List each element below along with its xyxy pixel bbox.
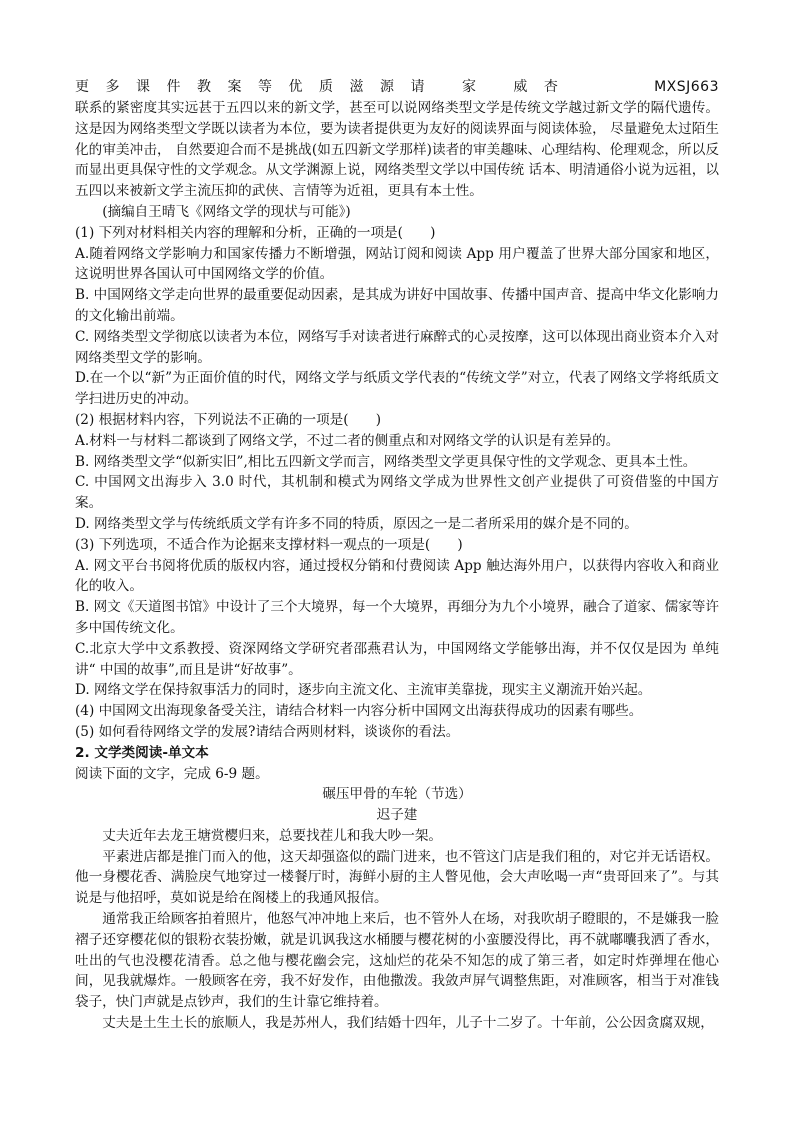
question-1	[75, 223, 719, 410]
question-5: (5) 如何看待网络文学的发展?请结合两则材料，谈谈你的看法。	[75, 723, 460, 740]
option-c: C. 中国网文出海步入 3.0 时代，其机制和模式为网络文学成为世界性文创产业提供了可资借鉴的中国方案。	[75, 474, 719, 512]
page-header	[75, 76, 719, 98]
option-c: C.北京大学中文系教授、资深网络文学研究者邵燕君认为，中国网络文学能够出海，并不仅仅是因为 单纯讲“ 中国的故事”,而且是讲“好故事”。	[75, 640, 719, 678]
material-paragraph: 联系的紧密度其实远甚于五四以来的新文学，甚至可以说网络类型文学是传统文学越过新文学的隔代遗传。这是因为网络类型文学既以读者为本位，要为读者提供更为友好的阅读界面与阅读体验， 尽量避免太过陌生化的审美冲击， 自然要迎合而不是挑战(如五四新文学那样)读者的审美趣味、心理结构、伦理观念，所以反而显出更具保守性的文学观念。从文学渊源上说，网络类型文学以中国传统 话本、明清通俗小说为远祖，以五四以来被新文学主流压抑的武侠、言情等为近祖，更具有本土性。	[75, 100, 719, 200]
story-paragraph: 丈夫是土生土长的旅顺人，我是苏州人，我们结婚十四年，儿子十二岁了。十年前，公公因贪腐双规，	[102, 1015, 714, 1032]
story-paragraph: 通常我正给顾客拍着照片，他怒气冲冲地上来后，也不管外人在场，对我吹胡子瞪眼的，不是嫌我一脸褶子还穿樱花似的银粉衣装扮嫩，就是讥讽我这水桶腰与樱花树的小蛮腰没得比，再不就嘟囔我洒了香水，吐出的气也没樱花清香。总之他与樱花幽会完，这灿烂的花朵不知怎的成了第三者，如定时炸弹埋在他心间，见我就爆炸。一般顾客在旁，我不好发作，由他撒泼。我敛声屏气调整焦距，对准顾客，相当于对准钱袋子，快门声就是点钞声，我们的生计靠它维持着。	[75, 911, 719, 1011]
header-notice: 更多课件教案等优质滋源请 家 威杏	[75, 79, 575, 95]
question-stem: (2) 根据材料内容，下列说法不正确的一项是( )	[75, 411, 382, 428]
option-a: A. 网文平台书阅将优质的版权内容，通过授权分销和付费阅读 App 触达海外用户，以获得内容收入和商业化的收入。	[75, 557, 719, 595]
material-source: (摘编自王晴飞《网络文学的现状与可能》)	[102, 203, 351, 220]
story-author: 迟子建	[376, 807, 418, 824]
option-d: D.在一个以“新”为正面价值的时代，网络文学与纸质文学代表的“传统文学”对立，代表了网络文学将纸质文学扫进历史的冲动。	[75, 370, 719, 408]
question-stem: (1) 下列对材料相关内容的理解和分析，正确的一项是( )	[75, 224, 436, 241]
option-d: D. 网络类型文学与传统纸质文学有许多不同的特质，原因之一是二者所采用的媒介是不同的。	[75, 515, 638, 532]
story-title: 碾压甲骨的车轮（节选）	[322, 786, 472, 803]
header-code: MXSJ663	[654, 79, 719, 95]
option-a: A.随着网络文学影响力和国家传播力不断增强，网站订阅和阅读 App 用户覆盖了世界大部分国家和地区，这说明世界各国认可中国网络文学的价值。	[75, 245, 719, 283]
option-c: C. 网络类型文学彻底以读者为本位，网络写手对读者进行麻醉式的心灵按摩，这可以体现出商业资本介入对网络类型文学的影响。	[75, 328, 719, 366]
section-heading: 2. 文学类阅读-单文本	[75, 744, 209, 761]
option-b: B. 网络类型文学“似新实旧”,相比五四新文学而言，网络类型文学更具保守性的文学观念、更具本土性。	[75, 453, 697, 470]
option-d: D. 网络文学在保持叙事活力的同时，逐步向主流文化、主流审美靠拢，现实主义潮流开始兴起。	[75, 682, 652, 699]
option-b: B. 网文《天道图书馆》中设计了三个大境界，每一个大境界，再细分为九个小境界，融合了道家、儒家等许多中国传统文化。	[75, 599, 719, 636]
story-paragraph: 平素进店都是推门而入的他，这天却强盗似的踹门进来，也不管这门店是我们租的，对它并无话语权。他一身樱花香、满脸戾气地穿过一楼餐厅时，海鲜小厨的主人瞥见他，会大声吆喝一声“贵哥回来了”。与其说是与他招呼，莫如说是给在阁楼上的我通风报信。	[75, 848, 719, 907]
question-2	[75, 410, 719, 535]
option-a: A.材料一与材料二都谈到了网络文学，不过二者的侧重点和对网络文学的认识是有差异的。	[75, 432, 620, 449]
section-instruction: 阅读下面的文字，完成 6-9 题。	[75, 765, 269, 782]
question-3	[75, 535, 719, 701]
option-b: B. 中国网络文学走向世界的最重要促动因素，是其成为讲好中国故事、传播中国声音、提高中华文化影响力的文化输出前端。	[75, 287, 719, 324]
question-stem: (3) 下列选项，不适合作为论据来支撑材料一观点的一项是( )	[75, 536, 463, 553]
document-page	[75, 76, 719, 1034]
question-4: (4) 中国网文出海现象备受关注，请结合材料一内容分析中国网文出海获得成功的因素有哪些。	[75, 703, 643, 720]
story-paragraph: 丈夫近年去龙王塘赏樱归来，总要找茬儿和我大吵一架。	[102, 827, 443, 844]
